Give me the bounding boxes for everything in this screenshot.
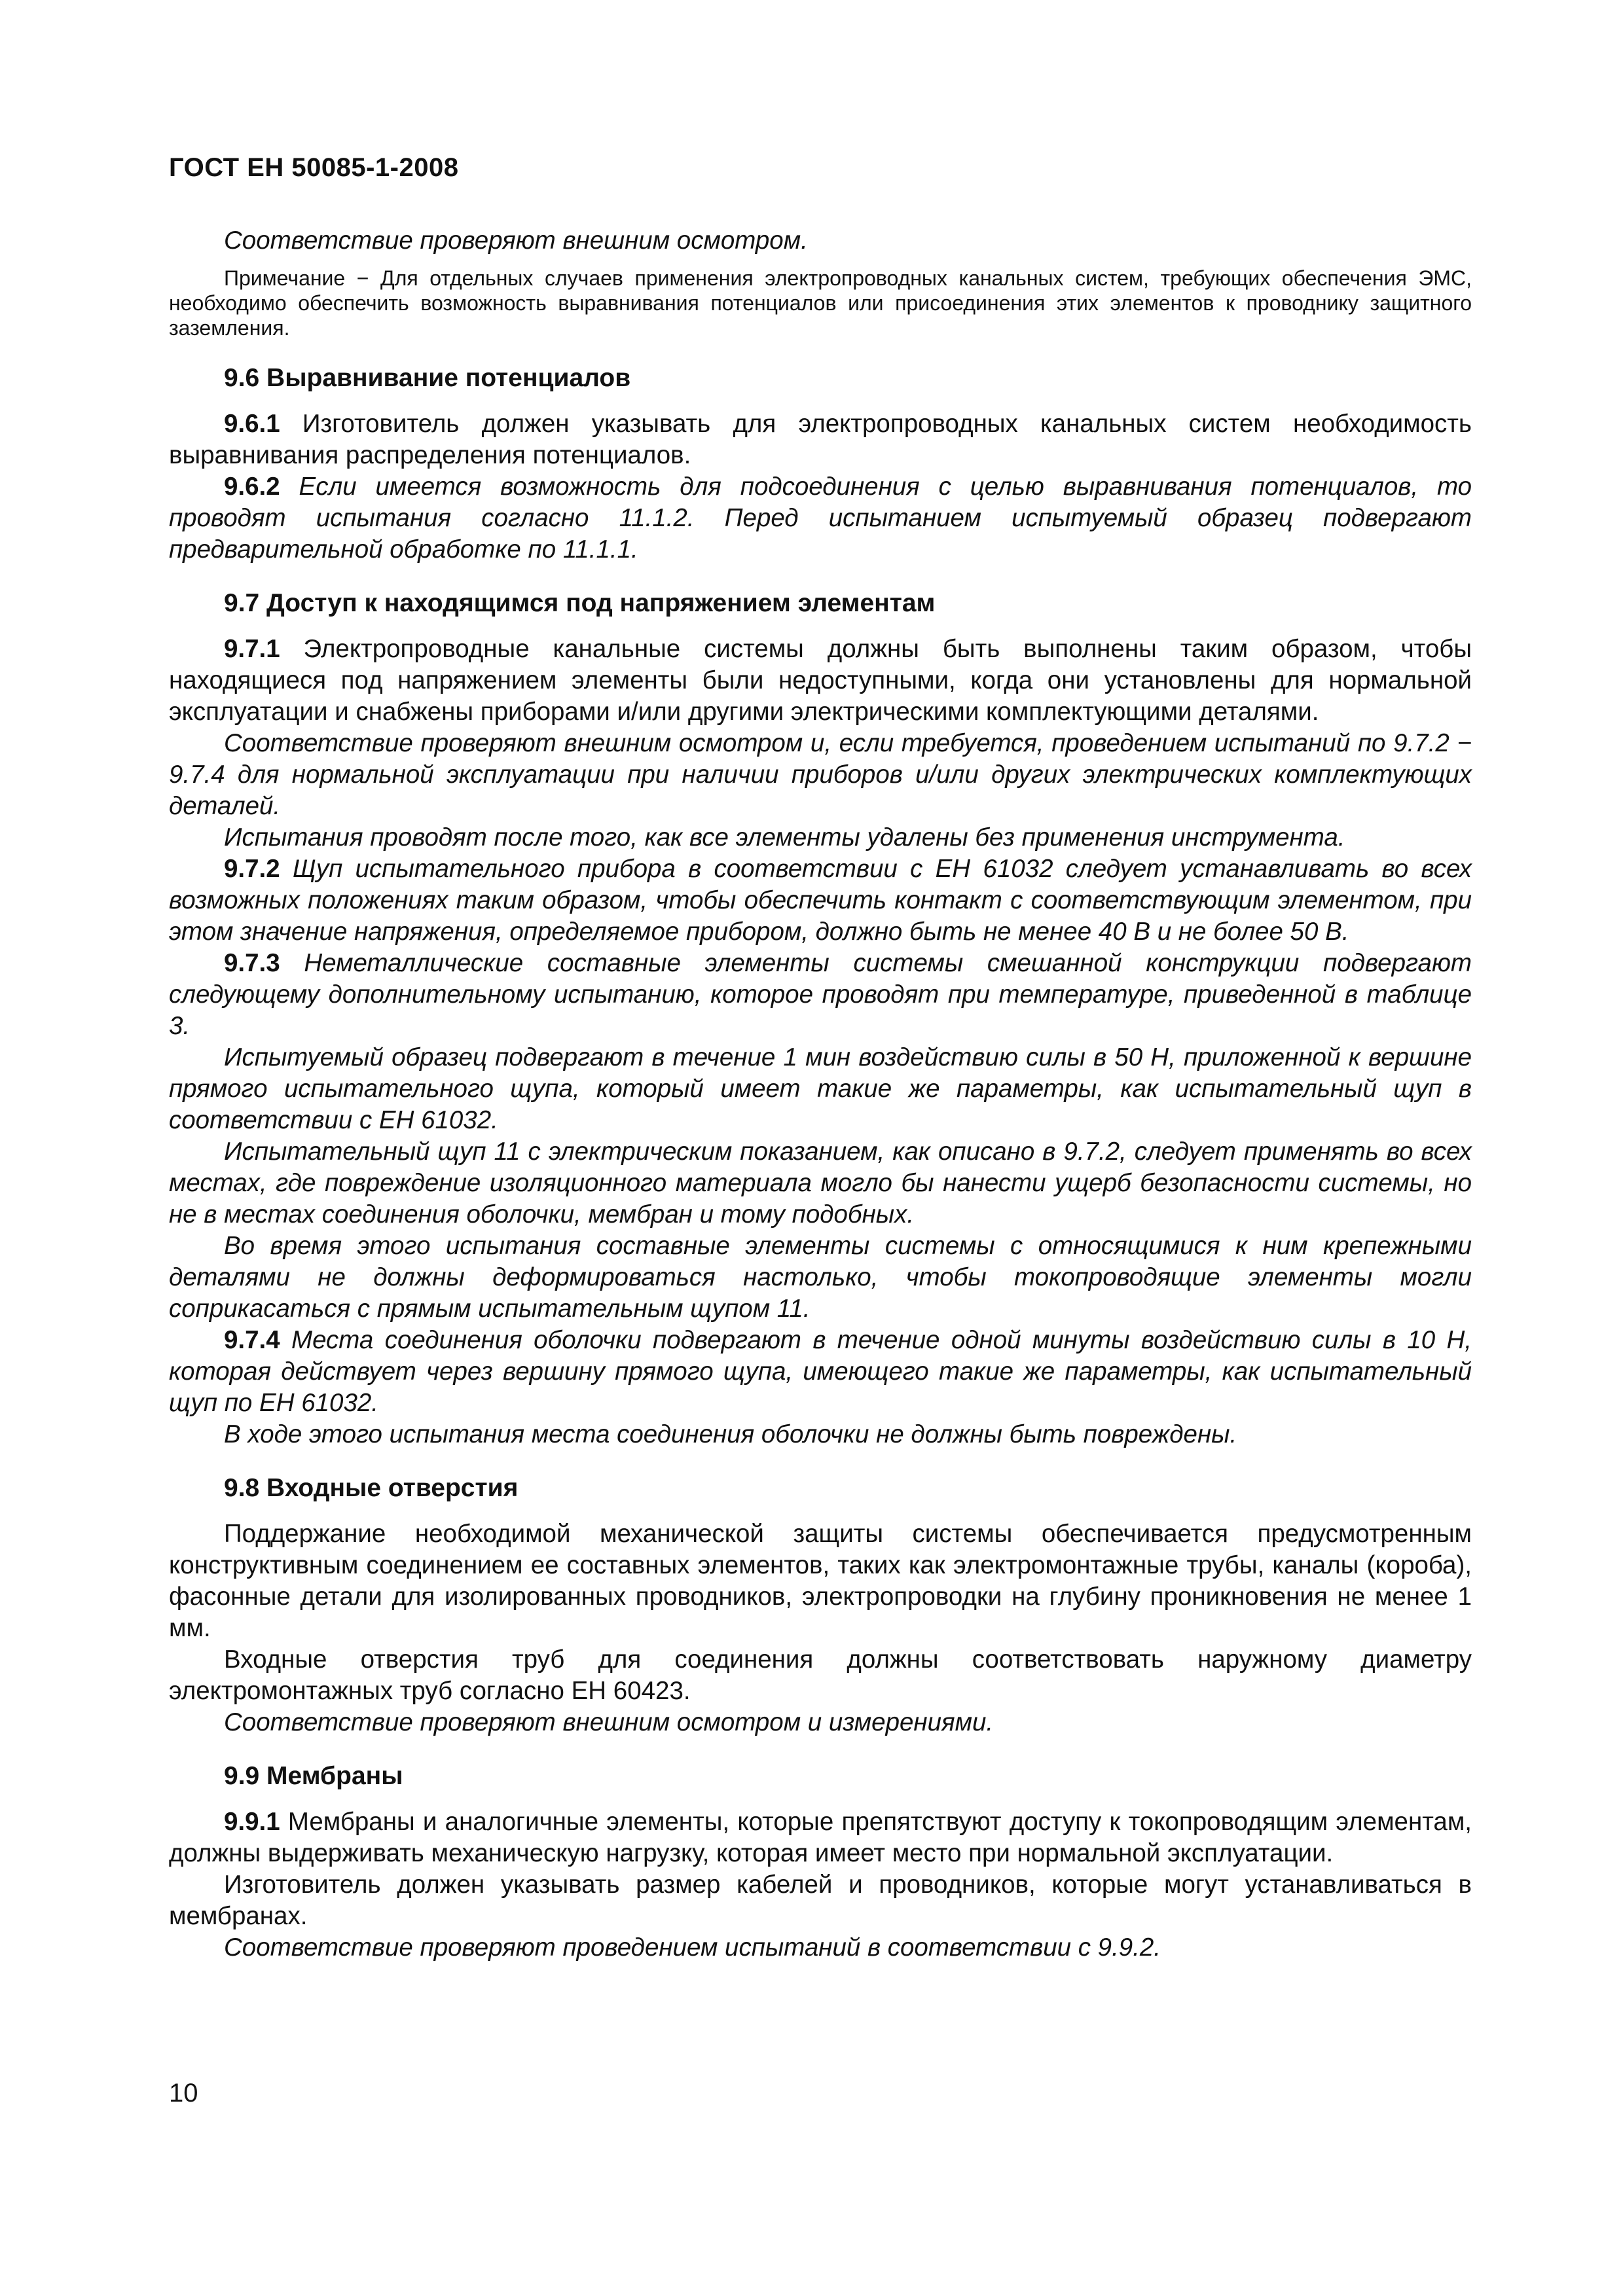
section-9-9-heading: 9.9 Мембраны <box>224 1762 403 1790</box>
document-header: ГОСТ ЕН 50085-1-2008 <box>169 153 459 182</box>
para-9-9-1 <box>169 1806 1472 1869</box>
para-9-7-1 <box>169 634 1472 728</box>
para-9-7-1-check: Соответствие проверяют внешним осмотром и, если требуется, проведением испытаний по 9.7.2 − 9.7.4 для нормальной эксплуатации при наличии приборов и/или других электрических комплектующих деталей. <box>169 729 1472 820</box>
para-9-8-2: Входные отверстия труб для соединения должны соответствовать наружному диаметру электромонтажных труб согласно ЕН 60423. <box>169 1645 1472 1705</box>
para-number: 9.6.1 <box>224 410 280 438</box>
para-number: 9.7.3 <box>224 949 280 977</box>
para-number: 9.9.1 <box>224 1808 280 1836</box>
para-9-7-3-c: Во время этого испытания составные элементы системы с относящимися к ним крепежными деталями не должны деформироваться настолько, чтобы токопроводящие элементы могли соприкасаться с прямым испытательным щупом 11. <box>169 1232 1472 1323</box>
para-9-8-check: Соответствие проверяют внешним осмотром и измерениями. <box>224 1708 994 1736</box>
para-9-7-4 <box>169 1325 1472 1419</box>
para-text: Если имеется возможность для подсоединения с целью выравнивания потенциалов, то проводят испытания согласно 11.1.2. Перед испытанием испытуемый образец подвергают предварительной обработке по 11.1.1. <box>169 473 1472 564</box>
para-9-8-1: Поддержание необходимой механической защиты системы обеспечивается предусмотренным конструктивным соединением ее составных элементов, таких как электромонтажные трубы, каналы (короба), фасонные детали для изолированных проводников, электропроводки на глубину проникновения не менее 1 мм. <box>169 1520 1472 1642</box>
para-number: 9.7.1 <box>224 635 280 663</box>
para-9-7-4-b: В ходе этого испытания места соединения оболочки не должны быть повреждены. <box>224 1420 1237 1448</box>
para-text: Мембраны и аналогичные элементы, которые препятствуют доступу к токопроводящим элементам, должны выдерживать механическую нагрузку, которая имеет место при нормальной эксплуатации. <box>169 1808 1472 1867</box>
para-number: 9.6.2 <box>224 473 280 501</box>
intro-note: Примечание − Для отдельных случаев применения электропроводных канальных систем, требующих обеспечения ЭМС, необходимо обеспечить возможность выравнивания потенциалов или присоединения этих элементов к проводнику защитного заземления. <box>169 266 1472 340</box>
para-number: 9.7.2 <box>224 855 280 883</box>
para-text: Места соединения оболочки подвергают в течение одной минуты воздействию силы в 10 Н, которая действует через вершину прямого щупа, имеющего такие же параметры, как испытательный щуп по ЕН 61032. <box>169 1326 1472 1417</box>
para-text: Неметаллические составные элементы системы смешанной конструкции подвергают следующему дополнительному испытанию, которое проводят при температуре, приведенной в таблице 3. <box>169 949 1472 1040</box>
para-text: Изготовитель должен указывать для электропроводных канальных систем необходимость выравнивания распределения потенциалов. <box>169 410 1472 469</box>
document-body <box>169 225 1472 1964</box>
para-9-7-1-test: Испытания проводят после того, как все элементы удалены без применения инструмента. <box>224 823 1345 852</box>
para-9-6-2 <box>169 471 1472 565</box>
intro-check: Соответствие проверяют внешним осмотром. <box>224 226 808 255</box>
para-9-7-3 <box>169 948 1472 1042</box>
para-9-9-1-b: Изготовитель должен указывать размер кабелей и проводников, которые могут устанавливаться в мембранах. <box>169 1871 1472 1930</box>
para-text: Щуп испытательного прибора в соответствии с ЕН 61032 следует устанавливать во всех возможных положениях таким образом, чтобы обеспечить контакт с соответствующим элементом, при этом значение напряжения, определяемое прибором, должно быть не менее 40 В и не более 50 В. <box>169 855 1472 946</box>
section-9-7-heading: 9.7 Доступ к находящимся под напряжением элементам <box>224 589 936 617</box>
para-text: Электропроводные канальные системы должны быть выполнены таким образом, чтобы находящиеся под напряжением элементы были недоступными, когда они установлены для нормальной эксплуатации и снабжены приборами и/или другими электрическими комплектующими деталями. <box>169 635 1472 726</box>
para-9-6-1 <box>169 408 1472 471</box>
para-9-9-check: Соответствие проверяют проведением испытаний в соответствии с 9.9.2. <box>224 1933 1161 1962</box>
section-9-6-heading: 9.6 Выравнивание потенциалов <box>224 364 631 392</box>
para-9-7-3-b: Испытательный щуп 11 с электрическим показанием, как описано в 9.7.2, следует применять во всех местах, где повреждение изоляционного материала могло бы нанести ущерб безопасности системы, но не в местах соединения оболочки, мембран и тому подобных. <box>169 1138 1472 1229</box>
section-9-8-heading: 9.8 Входные отверстия <box>224 1474 519 1502</box>
page-number: 10 <box>169 2079 198 2108</box>
para-number: 9.7.4 <box>224 1326 280 1354</box>
para-9-7-3-a: Испытуемый образец подвергают в течение 1 мин воздействию силы в 50 Н, приложенной к вершине прямого испытательного щупа, который имеет такие же параметры, как испытательный щуп в соответствии с ЕН 61032. <box>169 1043 1472 1134</box>
para-9-7-2 <box>169 853 1472 948</box>
